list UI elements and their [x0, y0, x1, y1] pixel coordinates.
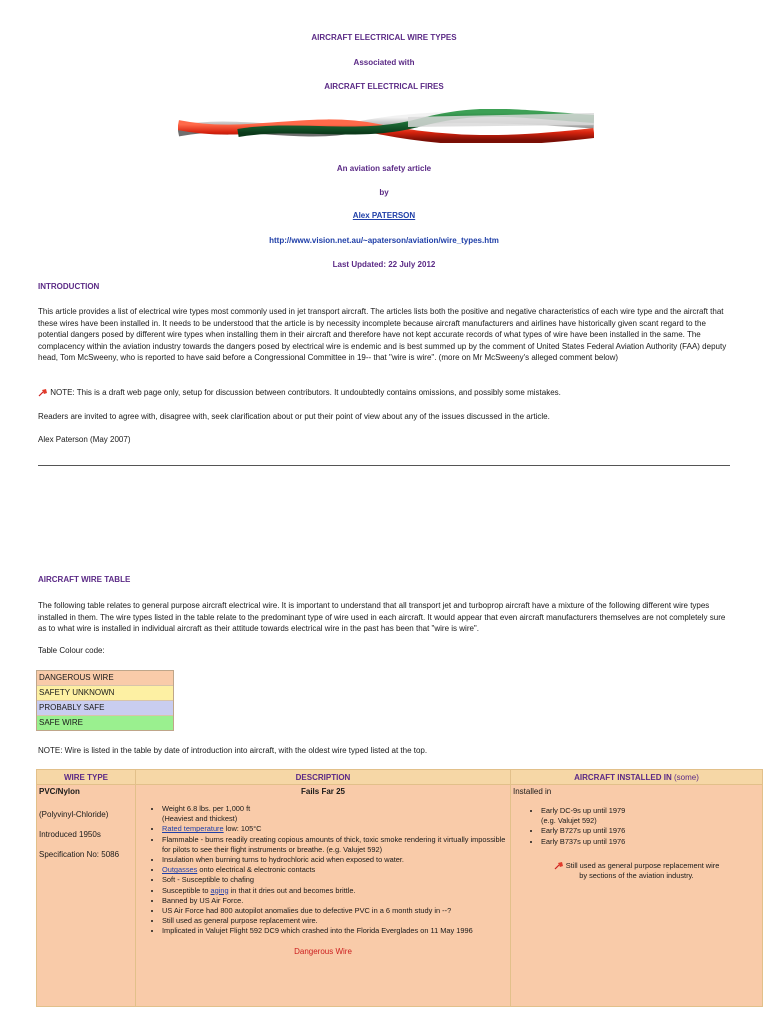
description-list: [138, 804, 508, 937]
list-item: • Flammable - burns readily creating copious amounts of thick, toxic smoke rendering it virtually impossible for pilots to see their flight instruments or breathe. (e.g. Valujet 592): [162, 835, 508, 855]
introduction-body: This article provides a list of electrical wire types most commonly used in jet transport aircraft. The articles lists both the positive and negative characteristics of each wire type and the aircraft that these wires have been installed in. It needs to be understood that the article is by necessity incomplete because aircraft manufacturers and airlines have historically given scant regard to the potential dangers posed by different wire types when installing them in their aircraft and therefore have not kept accurate records of what types of wire have been installed in the same. The complacency within the aviation industry towards the dangers posed by electrical wire is endemic and is best summed up by the comment of United States Federal Aviation Authority (FAA) deputy head, Tom McSweeny, who is reported to have said before a Congressional Committee in 19-- that "wire is wire". (more on Mr McSweeny's alleged comment below): [38, 307, 727, 362]
col-description: DESCRIPTION: [136, 770, 511, 785]
description-cell: [136, 785, 511, 1007]
page-title: AIRCRAFT ELECTRICAL WIRE TYPES: [311, 33, 457, 42]
aging-link[interactable]: aging: [210, 885, 229, 895]
page-subtitle: AIRCRAFT ELECTRICAL FIRES: [324, 82, 444, 91]
list-item: • Early B737s up until 1976: [541, 837, 760, 847]
col-aircraft-label: AIRCRAFT INSTALLED IN: [574, 772, 672, 782]
list-item: • Implicated in Valujet Flight 592 DC9 which crashed into the Florida Everglades on 11 May 1996: [162, 926, 508, 936]
fails-far25: Fails Far 25: [300, 787, 346, 796]
list-item: • Banned by US Air Force.: [162, 896, 508, 906]
wire-spec: Specification No: 5086: [39, 850, 120, 859]
colour-legend: [36, 670, 174, 731]
legend-dangerous: DANGEROUS WIRE: [37, 671, 173, 686]
wire-table: [36, 769, 763, 1007]
pushpin-icon: [554, 861, 564, 870]
list-item: [162, 886, 508, 896]
outgasses-link[interactable]: Outgasses: [162, 865, 198, 875]
table-row: [37, 785, 763, 1007]
list-item: • Insulation when burning turns to hydrochloric acid when exposed to water.: [162, 855, 508, 865]
draft-note: [38, 387, 728, 399]
wire-table-intro: The following table relates to general purpose aircraft electrical wire. It is important to understand that all transport jet and turboprop aircraft have a mixture of the following different wire types installed in them. The wire types listed in the table relate to the predominant type of wire used in each aircraft. It would appear that even aircraft manufacturers themselves are not completely sure as to what wire is installed in individual aircraft as their attitude towards electrical wire in the past has been that "wire is wire".: [38, 601, 726, 633]
list-item: • Still used as general purpose replacement wire.: [162, 916, 508, 926]
wire-table-heading: AIRCRAFT WIRE TABLE: [38, 575, 131, 584]
list-item: [162, 804, 508, 824]
installed-list: [513, 806, 760, 847]
wire-chemistry: (Polyvinyl-Chloride): [39, 810, 109, 819]
list-item: • Soft - Susceptible to chafing: [162, 875, 508, 885]
list-item: • Early B727s up until 1976: [541, 826, 760, 836]
wire-introduced: Introduced 1950s: [39, 830, 101, 839]
legend-safe: SAFE WIRE: [37, 716, 173, 730]
list-item: [162, 824, 508, 834]
signoff: Alex Paterson (May 2007): [38, 435, 131, 444]
col-aircraft-some: (some): [673, 772, 699, 782]
legend-unknown: SAFETY UNKNOWN: [37, 686, 173, 701]
installed-cell: [511, 785, 763, 1007]
associated-with: Associated with: [353, 58, 415, 67]
page-url-link[interactable]: http://www.vision.net.au/~apaterson/aviation/wire_types.htm: [269, 236, 499, 245]
heaviest-text: (Heaviest and thickest): [162, 814, 238, 824]
last-updated: Last Updated: 22 July 2012: [332, 260, 436, 269]
wire-type-name: PVC/Nylon: [39, 787, 80, 796]
aging-prefix: Susceptible to: [162, 885, 209, 895]
wire-type-cell: [37, 785, 136, 1007]
col-aircraft-installed: [511, 770, 763, 785]
by-label: by: [379, 188, 389, 197]
list-item: • US Air Force had 800 autopilot anomalies due to defective PVC in a 6 month study in --?: [162, 906, 508, 916]
installed-dc9: Early DC-9s up until 1979: [541, 806, 626, 815]
list-item: [541, 806, 760, 826]
draft-note-text: NOTE: This is a draft web page only, setup for discussion between contributors. It undoubtedly contains omissions, and possibly some mistakes.: [50, 388, 561, 397]
author-link-wrap: [0, 211, 768, 220]
col-wire-type: WIRE TYPE: [37, 770, 136, 785]
verdict-label: Dangerous Wire: [294, 946, 352, 956]
aging-suffix: in that it dries out and becomes brittle.: [230, 885, 356, 895]
author-link[interactable]: Alex PATERSON: [352, 211, 416, 220]
table-order-note: NOTE: Wire is listed in the table by date of introduction into aircraft, with the oldest wire typed listed at the top.: [38, 746, 428, 755]
installed-dc9-example: (e.g. Valujet 592): [541, 816, 597, 826]
rated-temperature-value: low: 105°C: [225, 824, 262, 834]
outgasses-text: onto electrical & electronic contacts: [199, 865, 316, 875]
table-header-row: [37, 770, 763, 785]
invite-text: Readers are invited to agree with, disagree with, seek clarification about or put their point of view about any of the issues discussed in the article.: [38, 412, 550, 421]
divider: [38, 465, 730, 466]
legend-probably-safe: PROBABLY SAFE: [37, 701, 173, 716]
colour-code-label: Table Colour code:: [38, 646, 105, 655]
pushpin-icon: [38, 388, 48, 397]
installed-label: Installed in: [513, 787, 552, 796]
rated-temperature-link[interactable]: Rated temperature: [162, 824, 224, 834]
installed-note-text: Still used as general purpose replacement wire by sections of the aviation industry.: [565, 860, 720, 880]
url-wrap: [0, 236, 768, 245]
installed-note: [553, 861, 720, 881]
weight-text: Weight 6.8 lbs. per 1,000 ft: [162, 804, 251, 813]
list-item: [162, 865, 508, 875]
article-type: An aviation safety article: [336, 164, 432, 173]
introduction-heading: INTRODUCTION: [38, 282, 100, 291]
twisted-wire-photo: [178, 109, 594, 143]
